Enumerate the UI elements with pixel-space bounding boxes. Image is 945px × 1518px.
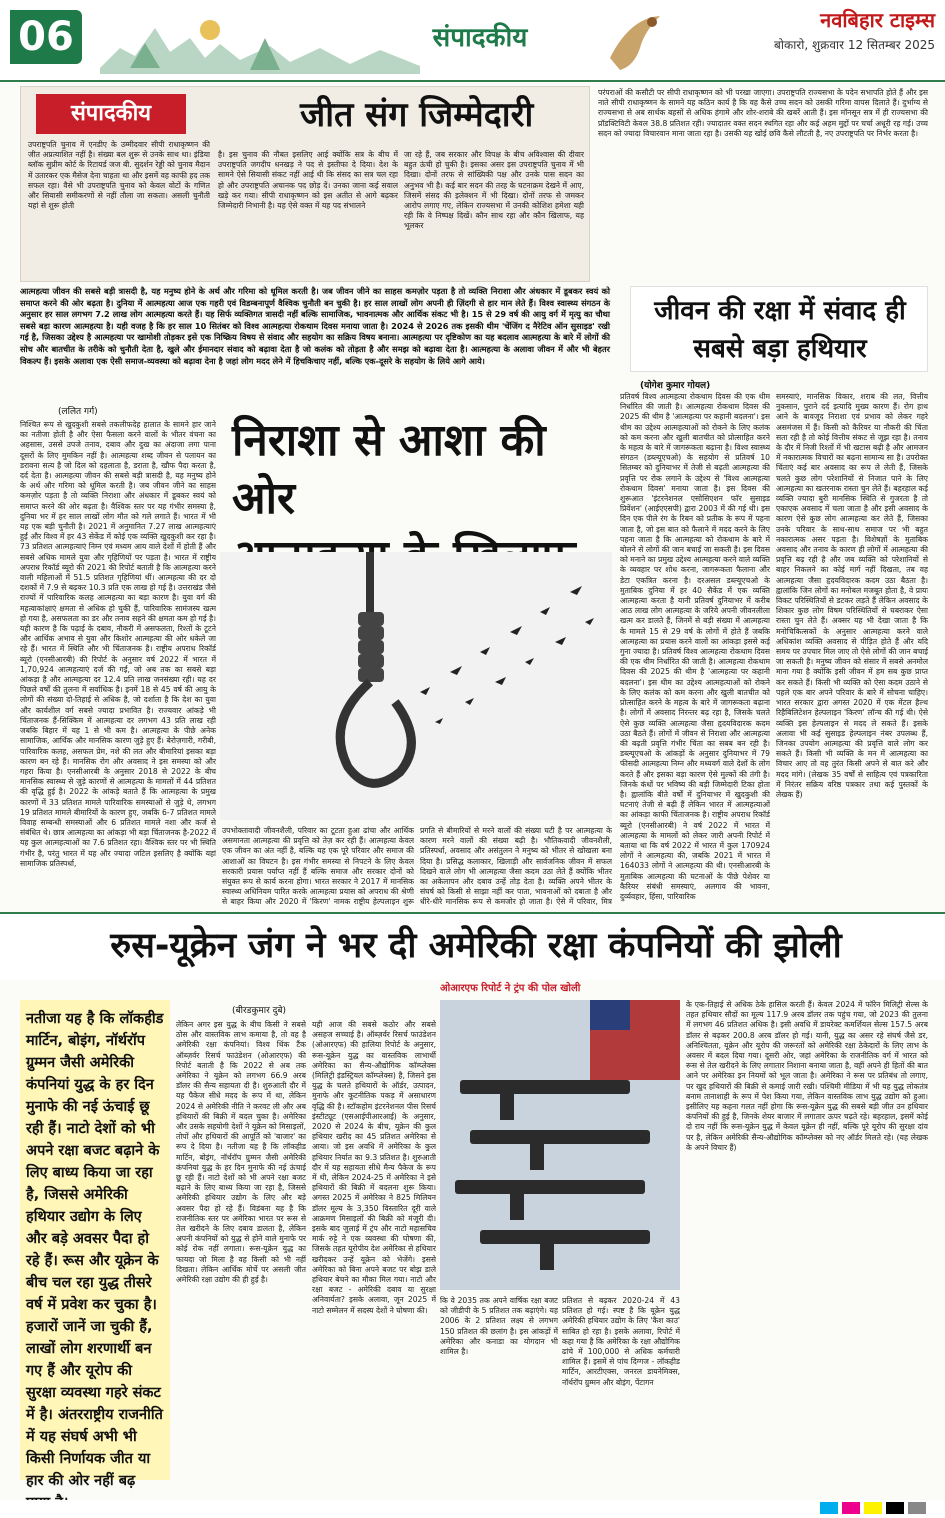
editorial-column-3: जा रहे हैं, जब सरकार और विपक्ष के बीच अविश्वास की दीवार बहुत ऊंची हो चुकी है। इसका असर इस उपराष्ट्रपति चुनाव में भी दिखा। दोनों तरफ से सांख्यिकी पक्ष और उनके पास सदन का अनुभव भी है। कई बार सदन की तरह के घटनाक्रम देखने में आए, जिसमें संसद की इलेक्शन में भी दिखा। दोनों तरफ से जमकर आरोप लगाए गए, लेकिन राज्यसभा में उनकी कोशिश हमेशा यही रही कि वे निष्पक्ष दिखें। कौन साथ रहा और कौन खिलाफ, यह भूलकर xyxy=(404,150,584,231)
story3-column-3b: प्रतिशत से बढ़कर 2020-24 में 43 प्रतिशत हो गई। स्पष्ट है कि यूक्रेन युद्ध अमेरिकी हथियार उद्योग के लिए 'कैश काउ' साबित हो रहा है। इसके अलावा, रिपोर्ट में कहा गया है कि अमेरिका के रक्षा औद्योगिक ढांचे में 100,000 से अधिक कर्मचारी शामिल हैं। इसमें से पांच दिग्गज - लॉकहीड मार्टिन, आरटीएक्स, जनरल डायनेमिक्स, नॉर्थरॉप ग्रुम्मन और बोइंग, पेंटागन xyxy=(562,1296,680,1387)
dateline: बोकारो, शुक्रवार 12 सितम्बर 2025 xyxy=(774,38,935,52)
side-column-2: समस्याएं, मानसिक विकार, शराब की लत, वित्तीय नुकसान, पुराने दर्द इत्यादि मुख्य कारण हैं। रोग हाथ आने के बावजूद निराशा एवं प्रभाव को लेकर गहरे असमंजस में हैं। किसी को कैरियर या नौकरी की चिंता सता रही है तो कोई वित्तीय संकट से जूझ रहा है। तनाव के दौर में निजी रिश्तों में भी खटास बढ़ी है और आमजन में नकारात्मक विचारों का बढ़ना सामान्य सा है। उपरोक्त चिंताएं कई बार अवसाद का रूप ले लेती हैं, जिसके चलते कुछ लोग परेशानियों से निजात पाने के लिए आत्महत्या का खतरनाक रास्ता चुन लेते हैं। बहरहाल कई व्यक्ति ज्यादा बुरी मानसिक स्थिति से गुजरता है तो एकाएक अवसाद में चला जाता है और इसी अवसाद के कारण ऐसे कुछ लोग आत्महत्या कर लेते हैं, जिसका उनके परिवार के साथ-साथ समाज पर भी बहुत नकारात्मक असर पड़ता है। विशेषज्ञों के मुताबिक अवसाद और तनाव के कारण ही लोगों में आत्महत्या की प्रवृत्ति बढ़ रही है और जब व्यक्ति को परेशानियों से बाहर निकलने का कोई मार्ग नहीं दिखता, तब वह आत्महत्या जैसा हृदयविदारक कदम उठा बैठता है। ह्वालांकि जिन लोगों का मनोबल मजबूत होता है, वे प्रायः विकट परिस्थितियों से डटकर लड़ते हैं लेकिन अवसाद के शिकार कुछ लोग विषम परिस्थितियों से घबराकर ऐसा रास्ता चुन लेते हैं। अक्सर यह भी देखा जाता है कि मनोचिकित्सकों के अनुसार आत्महत्या करने वाले अधिकांश व्यक्ति अवसाद से पीड़ित होते हैं और यदि समय पर उपचार मिल जाए तो ऐसे लोगों की जान बचाई जा सकती है। मनुष्य जीवन को संसार में सबसे अनमोल माना गया है क्योंकि इसी जीवन में हम सब कुछ प्राप्त कर सकते हैं। किसी भी व्यक्ति को ऐसा कदम उठाने से पहले एक बार अपने परिवार के बारे में सोचना चाहिए। भारत सरकार द्वारा अगस्त 2020 में एक मेंटल हैल्थ रिहैबिलिटेशन हेल्पलाइन 'किरण' लॉन्च की गई थी। ऐसे व्यक्ति इस हेल्पलाइन से मदद ले सकते हैं। इसके अलावा भी कई सुसाइड हेल्पलाइन नंबर उपलब्ध हैं, जिनका उपयोग आत्महत्या की प्रवृत्ति वाले लोग कर सकते हैं। किसी भी व्यक्ति के मन में आत्महत्या का विचार आए तो वह तुरंत किसी अपने से बात करे और मदद मांगे। (लेखक 35 वर्षों से साहित्य एवं पत्रकारिता में निरंतर सक्रिय वरिष्ठ पत्रकार तथा कई पुस्तकों के लेखक हैं) xyxy=(776,392,928,799)
story3-headline: रुस-यूक्रेन जंग ने भर दी अमेरिकी रक्षा कंपनियों की झोली xyxy=(110,926,842,966)
story2-byline: (ललित गर्ग) xyxy=(58,407,98,417)
side-column-1: प्रतिवर्ष विश्व आत्महत्या रोकथाम दिवस की एक थीम निर्धारित की जाती है। आत्महत्या रोकथाम दिवस की 2025 की थीम है 'आत्महत्या पर कहानी बदलना'। इस थीम का उद्देश्य आत्महत्याओं को रोकने के लिए कलंक को कम करना और खुली बातचीत को प्रोत्साहित करने के महत्व के बारे में जागरूकता बढ़ाना है। विश्व स्वास्थ्य संगठन (डब्ल्यूएचओ) के सहयोग से प्रतिवर्ष 10 सितम्बर को दुनियाभर में तेजी से बढ़ती आत्महत्या की प्रवृत्ति पर रोक लगाने के उद्देश्य से 'विश्व आत्महत्या रोकथाम दिवस' मनाया जाता है। इस दिवस की शुरूआत 'इंटरनेशनल एसोसिएशन फॉर सुसाइड प्रिवेंशन' (आईएएसपी) द्वारा 2003 में की गई थी। इस दिन एक पीले रंग के रिबन को प्रतीक के रूप में पहना जाता है, जो इस बात को फैलाने में मदद करने के लिए पहना जाता है कि आत्महत्या को रोकथाम के बारे में बोलने से लोगों की जान बचाई जा सकती है। इस दिवस को मनाने का प्रमुख उद्देश्य आत्महत्या करने वाले व्यक्ति के व्यवहार पर शोध करना, जागरूकता फैलाना और डेटा एकत्रित करना है। दरअसल डब्ल्यूएचओ के मुताबिक दुनिया में हर 40 सैकेंड में एक व्यक्ति आत्महत्या करता है यानी प्रतिवर्ष दुनियाभर में करीब आठ लाख लोग आत्महत्या के जरिये अपनी जीवनलीला खत्म कर डालते हैं, जिनमें से बड़ी संख्या में आत्महत्या के मामले 15 से 29 वर्ष के लोगों में होते हैं जबकि आत्महत्या का प्रयास करने वालों का आंकड़ा इससे कई गुना ज्यादा है। प्रतिवर्ष विश्व आत्महत्या रोकथाम दिवस की एक थीम निर्धारित की जाती है। आत्महत्या रोकथाम दिवस की 2025 की थीम है 'आत्महत्या पर कहानी बदलना'। इस थीम का उद्देश्य आत्महत्याओं को रोकने के लिए कलंक को कम करना और खुली बातचीत को प्रोत्साहित करने के महत्व के बारे में जागरूकता बढ़ाना है। लोगों में अवसाद निरन्तर बढ़ रहा है, जिसके चलते ऐसे कुछ व्यक्ति आत्महत्या जैसा हृदयविदारक कदम उठा बैठते हैं। लोगों में जीवन से निराशा और आत्महत्या की बढ़ती प्रवृत्ति गंभीर चिंता का सबब बन रही है। डब्ल्यूएचओ के आंकड़ों के अनुसार दुनियाभर में 79 फीसदी आत्महत्या निम्न और मध्यवर्ग वाले देशों के लोग करते हैं और इसका बड़ा कारण ऐसे मुल्कों की तंगी है। जिनके कंधों पर भविष्य की बड़ी जिम्मेदारी टिका होता है। ह्वालांकि बीते वर्षों में दुनियाभर में खुदकुशी की घटनाएं तेजी से बढ़ी हैं लेकिन भारत में आत्महत्याओं का आंकड़ा काफी चिंताजनक है। राष्ट्रीय अपराध रिकॉर्ड ब्यूरो (एनसीआरबी) ने वर्ष 2022 में भारत में आत्महत्या के मामलों को लेकर जारी अपनी रिपोर्ट में बताया था कि वर्ष 2022 में भारत में कुल 170924 लोगों ने आत्महत्या की, जबकि 2021 में भारत में 164033 लोगों ने आत्महत्या की थी। एनसीआरबी के मुताबिक आत्महत्या की घटनाओं के पीछे पेशेवर या कैरियर संबंधी समस्याएं, अलगाव की भावना, दुर्व्यवहार, हिंसा, पारिवारिक xyxy=(620,392,770,901)
editorial-column-2: है। इस चुनाव की नौबत इसलिए आई क्योंकि सत्र के बीच में उपराष्ट्रपति जगदीप धनखड़ ने पद से इस्तीफा दे दिया। देश के सामने ऐसे सियासी संकट नहीं आई थी कि संसद का सत्र चल रहा हो और उपराष्ट्रपति अचानक पद छोड़ दें। उनका जाना कई सवाल खड़े कर गया। सीपी राधाकृष्णन को इस अतीत से आगे बढ़कर जिम्मेदारी निभानी है। यह ऐसे वक्त में यह पद संभालने xyxy=(218,150,398,211)
story2-headline xyxy=(232,412,612,552)
page-footer xyxy=(0,1500,945,1518)
story2-column-mid1: उपभोक्तावादी जीवनशैली, परिवार का टूटता हुआ ढांचा और आर्थिक असमानता आत्महत्या की प्रवृत्ति को तेज़ कर रही हैं। आत्महत्या केवल एक जीवन का अंत नहीं है, बल्कि यह एक पूरे परिवार और समाज की आशाओं का विघटन है। इस गंभीर समस्या से निपटने के लिए केवल सरकारी प्रयास पर्याप्त नहीं हैं बल्कि समाज और सरकार दोनों को संयुक्त रूप से कार्य करना होगा। भारत सरकार ने 2017 में मानसिक स्वास्थ्य अधिनियम पारित करके आत्महत्या प्रयास को अपराध की श्रेणी से बाहर किया और 2020 में 'किरण' नामक राष्ट्रीय हेल्पलाइन शुरू xyxy=(222,826,414,906)
story3-byline: (बीरडकुमार दुबे) xyxy=(232,1006,287,1016)
weapons-photo xyxy=(440,1000,680,1290)
story2-intro: आत्महत्या जीवन की सबसे बड़ी त्रासदी है, यह मनुष्य होने के अर्थ और गरिमा को धूमिल करती है। जब जीवन जीने का साहस कमज़ोर पड़ता है तो व्यक्ति निराशा और अंधकार में डूबकर स्वयं को समाप्त करने की ओर बढ़ता है। दुनिया में आत्महत्या आज एक गहरी एवं विडम्बनापूर्ण वैश्विक चुनौती बन चुकी है। हर साल लाखों लोग अपनी ही ज़िंदगी से हार मान लेते हैं। विश्व स्वास्थ्य संगठन के अनुसार हर साल लगभग 7.2 लाख लोग आत्महत्या करते हैं। यह सिर्फ व्यक्तिगत त्रासदी नहीं बल्कि सामाजिक, भावनात्मक और आर्थिक संकट भी है। 15 से 29 वर्ष की आयु वर्ग में मृत्यु का चौथा सबसे बड़ा कारण आत्महत्या है। यही वजह है कि हर साल 10 सितंबर को विश्व आत्महत्या रोकथाम दिवस मनाया जाता है। 2024 से 2026 तक इसकी थीम 'चेंजिंग द नैरेटिव ऑन सुसाइड' रखी गई है, जिसका उद्देश्य है आत्महत्या पर खामोशी तोड़कर इसे एक निष्क्रिय विषय से संवाद और सहयोग का सक्रिय विषय बनाना। आत्महत्या पर दृष्टिकोण का यह बदलाव आत्महत्या के बारे में लोगों की सोच और बातचीत के तरीके को चुनौती देता है, खुले और ईमानदार संवाद को बढ़ावा देता है जो कलंक को तोड़ता है और समझ को बढ़ावा देता है। आत्महत्या के अलावा जीवन में और भी बेहतर विकल्प हैं। इसके अलावा एक ऐसी समाज-व्यवस्था को बढ़ावा देना है जहां लोग मदद लेने में हिचकिचाए नहीं, बल्कि एक-दूसरे के सहयोग के लिये आगे आये। xyxy=(20,286,610,366)
story3-column-4: के एक-तिहाई से अधिक ठेके हासिल करती हैं। केवल 2024 में फॉरेन मिलिट्री सेल्स के तहत हथियार सौदों का मूल्य 117.9 अरब डॉलर तक पहुंच गया, जो 2023 की तुलना में लगभग 46 प्रतिशत अधिक है। इसी अवधि में डायरेक्ट कमर्शियल सेल्स 157.5 अरब डॉलर से बढ़कर 200.8 अरब डॉलर हो गई। यानी, युद्ध का असर रहे संघर्ष जैसे डर, अनिश्चितता, यूक्रेन और यूरोप की जरूरतों को अमेरिकी रक्षा ठेकेदारों के लिए लाभ के अवसर में बदल दिया गया। दूसरी ओर, जहां अमेरिका के राजनीतिक वर्ग में भारत को रूस से तेल खरीदने के लिए लगातार निशाना बनाया जाता है, वहीं अपने ही हितों की बात आने पर अमेरिका इन नियमों को भूल जाता है। अमेरिका ने रूस पर प्रतिबंध तो लगाए, पर खुद हथियारों की बिक्री से कमाई जारी रखी। पश्चिमी मीडिया में भी यह युद्ध लोकतंत्र बनाम तानाशाही के रूप में पेश किया गया, लेकिन वास्तविक लाभ युद्ध उद्योग को हुआ। इसीलिए यह कहना गलत नहीं होगा कि रूस-यूक्रेन युद्ध की सबसे बड़ी जीत उन हथियार कंपनियों की हुई है, जिनके शेयर बाजार में लगातार ऊपर चढ़ते रहे। बहरहाल, इसमें कोई दो राय नहीं कि रूस-यूक्रेन युद्ध में केवल यूक्रेन ही नहीं, बल्कि पूरे यूरोप की सुरक्षा दांव पर है, लेकिन अमेरिकी सैन्य-औद्योगिक कॉम्प्लेक्स को नए ऑर्डर मिलते रहे। (यह लेखक के अपने विचार हैं) xyxy=(686,1000,928,1152)
story2-column-mid2: प्रगति से बीमारियों से मरने वालों की संख्या घटी है पर आत्महत्या के कारण मरने वालों की संख्या बढ़ी है। भौतिकवादी जीवनशैली, प्रतिस्पर्धा, अवसाद और असंतुलन ने मनुष्य को भीतर से खोखला बना दिया है। प्रसिद्ध कलाकार, खिलाड़ी और सार्वजनिक जीवन में सफल दिखने वाले लोग भी आत्महत्या जैसा कदम उठा लेते हैं क्योंकि भीतर का अकेलापन और दबाव उन्हें तोड़ देता है। व्यक्ति अपने भीतर के संघर्ष को किसी से साझा नहीं कर पाता, भावनाओं को दबाता है और धीरे-धीरे मानसिक रूप से कमजोर हो जाता है। ऐसे में परिवार, मित्र xyxy=(420,826,612,906)
paper-name: नवबिहार टाइम्स xyxy=(820,8,935,32)
editorial-column-1: उपराष्ट्रपति चुनाव में एनडीए के उम्मीदवार सीपी राधाकृष्णन की जीत अप्रत्याशित नहीं है। संख्या बल शुरू से उनके साथ था। इंडिया ब्लॉक सुप्रीम कोर्ट के रिटायर्ड जज बी. सुदर्शन रेड्डी को चुनाव मैदान में उतारकर एक मैसेज देना चाहता था और इसमें वह काफी हद तक सफल रहा। वैसे भी उपराष्ट्रपति चुनाव को केवल वोटों के गणित और सियासी समीकरणों से नहीं तौला जा सकता। असली चुनौती यहां से शुरू होती xyxy=(28,140,210,211)
story3-kicker: ओआरएफ रिपोर्ट ने ट्रंप की पोल खोली xyxy=(440,983,581,994)
page-number: 06 xyxy=(10,10,82,64)
pull-quote: नतीजा यह है कि लॉकहीड मार्टिन, बोइंग, नॉर्थरॉप ग्रुम्मन जैसी अमेरिकी कंपनियां युद्ध के हर दिन मुनाफे की नई ऊंचाई छू रही हैं। नाटो देशों को भी अपने रक्षा बजट बढ़ाने के लिए बाध्य किया जा रहा है, जिससे अमेरिकी हथियार उद्योग के लिए और बड़े अवसर पैदा हो रहे हैं। रूस और यूक्रेन के बीच चल रहा युद्ध तीसरे वर्ष में प्रवेश कर चुका है। हजारों जानें जा चुकी हैं, लाखों लोग शरणार्थी बन गए हैं और यूरोप की सुरक्षा व्यवस्था गहरे संकट में है। अंतरराष्ट्रीय राजनीति में यह संघर्ष अभी भी किसी निर्णायक जीत या हार की ओर नहीं बढ़ xyxy=(20,1000,170,1480)
story3-column-2: यही आज की सबसे कठोर और सबसे असहज सच्चाई है। ऑब्ज़र्वर रिसर्च फाउंडेशन (ओआरएफ) की हालिया रिपोर्ट के अनुसार, रूस-यूक्रेन युद्ध का वास्तविक लाभार्थी अमेरिका का सैन्य-औद्योगिक कॉम्प्लेक्स (मिलिट्री इंडस्ट्रियल कॉम्प्लेक्स) है, जिसने इस युद्ध के चलते हथियारों के ऑर्डर, उत्पादन, मुनाफे और कूटनीतिक पकड़ में असाधारण वृद्धि की है। स्टॉकहोम इंटरनेशनल पीस रिसर्च इंस्टीट्यूट (एसआईपीआरआई) के अनुसार, 2020 से 2024 के बीच, यूक्रेन की कुल हथियार खरीद का 45 प्रतिशत अमेरिका से आया। जो इस अवधि में अमेरिका के कुल हथियार निर्यात का 9.3 प्रतिशत है। शुरुआती दौर में यह सहायता सीधे मैन्य पैकेज के रूप में थी, लेकिन 2024-25 में अमेरिका ने इसे हथियारों की बिक्री में बदलना शुरू किया। अगस्त 2025 में अमेरिका ने 825 मिलियन डॉलर मूल्य के 3,350 विस्तारित दूरी वाले आक्रमण मिसाइलों की बिक्री को मंजूरी दी। इसके बाद जुलाई में ट्रंप और नाटो महासचिव मार्क रुट्टे ने एक व्यवस्था की घोषणा की, जिसके तहत यूरोपीय देश अमेरिका से हथियार खरीदकर उन्हें यूक्रेन को भेजेंगे। इससे अमेरिका को बिना अपने बजट पर बोझ डाले हथियार बेचने का मौका मिल गया। नाटो और रक्षा बजट - अमेरिकी दबाव या सुरक्षा अनिवार्यता? इसके अलावा, जून 2025 में नाटो सम्मेलन में सदस्य देशों ने घोषणा की। xyxy=(312,1020,436,1315)
story2-headline-line1: निराशा से आशा की ओर xyxy=(232,415,546,524)
masthead-figure-icon xyxy=(600,8,670,76)
noose-birds-image xyxy=(220,552,612,820)
editorial-headline: जीत संग जिम्मेदारी xyxy=(300,95,534,135)
story3-column-3a: कि वे 2035 तक अपने वार्षिक रक्षा बजट को जीडीपी के 5 प्रतिशत तक बढ़ाएंगे। यह 2006 के 2 प्रतिशत लक्ष्य से लगभग 150 प्रतिशत की छलांग है। इस आंकड़ों में अमेरिका और कनाडा का योगदान भी शामिल है। xyxy=(440,1296,558,1357)
side-byline: (योगेश कुमार गोयल) xyxy=(640,381,711,391)
editorial-right-column: परंपराओं की कसौटी पर सीपी राधाकृष्णन को भी परखा जाएगा। उपराष्ट्रपति राज्यसभा के पदेन सभापति होते हैं और इस नाते सीपी राधाकृष्णन के सामने यह कठिन कार्य है कि वह कैसे उच्च सदन को उसकी गरिमा वापस दिलाते हैं। दुर्भाग्य से राज्यसभा से अब सार्थक बहसों से अधिक हंगामे और शोर-शराबे की खबरें आती हैं। इस मॉनसून सत्र में ही राज्यसभा की प्रॉडक्टिविटी केवल 38.8 प्रतिशत रही। ज्यादातर वक्त सदन स्थगित रहा और कई अहम मुद्दों पर चर्चा अधूरी रह गई। उच्च सदन को ज्यादा विचारवान माना जाता रहा है। उसकी यह खोई छवि कैसे लौटती है, नए उपराष्ट्रपति पर निर्भर करता है। xyxy=(598,88,928,138)
side-headline: जीवन की रक्षा में संवाद ही सबसे बड़ा हथियार xyxy=(654,296,906,364)
story2-column-left: निश्चित रूप से खुदकुशी सबसे तकलीफदेह हालात के सामने हार जाने का नतीजा होती है और ऐसा फैसला करने वालों के भीतर वंचना का अहसास, उससे उपजे तनाव, दबाव और दुख का अंदाजा लगा पाना दूसरों के लिए मुमकिन नहीं है। आत्महत्या शब्द जीवन से पलायन का डरावना सत्य है जो दिल को दहलाता है, डराता है, खौफ पैदा करता है, दर्द देता है। आत्महत्या जीवन की सबसे बड़ी त्रासदी है, यह मनुष्य होने के अर्थ और गरिमा को धूमिल करती है। जब जीवन जीने का साहस कमज़ोर पड़ता है तो व्यक्ति निराशा और अंधकार में डूबकर स्वयं को समाप्त करने की ओर बढ़ता है। वैश्विक स्तर पर यह गंभीर समस्या है, दुनिया भर में हर साल लाखों लोग मौत को गले लगाते हैं। भारत में भी यह एक बड़ी चुनौती है। 2021 में अनुमानित 7.27 लाख आत्महत्याएं हुईं और विश्व में हर 43 सेकेंड में कोई एक व्यक्ति खुदकुशी कर रहा है। 73 प्रतिशत आत्महत्याएं निम्न एवं मध्यम आय वाले देशों में होती हैं और सबसे अधिक मामले युवा और गृहिणियों पर पड़ता है। भारत में राष्ट्रीय अपराध रिकॉर्ड ब्यूरो की 2021 की रिपोर्ट बताती है कि आत्महत्या करने वाली महिलाओं में 51.5 प्रतिशत गृहिणियां थीं। आत्महत्या की दर दो दशकों में 7.9 से बढ़कर 10.3 प्रति एक लाख हो गई है। उत्तराखंड जैसे राज्यों में पारिवारिक कलह आत्महत्या का बड़ा कारण है। युवा वर्ग की महत्वाकांक्षाएं क्षमता से अधिक हो चुकी हैं, पारिवारिक सामंजस्य खत्म हो गया है, असफलता का डर और तनाव सहने की क्षमता कम हो गई है। यही कारण है कि पढ़ाई के दबाव, नौकरी में असफलता, रिश्तों के टूटने और आर्थिक अभाव से युवा और किशोर आत्महत्या की ओर धकेले जा रहे हैं। भारत में स्थिति और भी चिंताजनक है। राष्ट्रीय अपराध रिकॉर्ड ब्यूरो (एनसीआरबी) की रिपोर्ट के अनुसार वर्ष 2022 में भारत में 1,70,924 आत्महत्याएं दर्ज की गईं, जो अब तक का सबसे बड़ा आंकड़ा है और आत्महत्या दर 12.4 प्रति लाख जनसंख्या रही। यह दर पिछले वर्षों की तुलना में सर्वाधिक है। इनमें 18 से 45 वर्ष की आयु के लोगों की संख्या दो-तिहाई से अधिक है, जो दर्शाता है कि देश का युवा और कार्यशील वर्ग सबसे ज्यादा प्रभावित है। राज्यवार आंकड़े भी चिंताजनक हैं-सिक्किम में आत्महत्या दर लगभग 43 प्रति लाख रही जबकि बिहार में यह 1 से भी कम है। आत्महत्या के पीछे अनेक सामाजिक, आर्थिक और मानसिक कारण जुड़े हुए हैं। बेरोज़गारी, गरीबी, पारिवारिक कलह, असफल प्रेम, नशे की लत और बीमारियां इसका बड़ा कारण बन रहे हैं। मानसिक रोग और अवसाद ने इस समस्या को और गहरा किया है। एनसीआरबी के अनुसार 2018 से 2022 के बीच मानसिक स्वास्थ्य से जुड़े कारणों से आत्महत्या के मामलों में 44 प्रतिशत की वृद्धि हुई है। 2022 के आंकड़े बताते हैं कि आत्महत्या के प्रमुख कारणों में 33 प्रतिशत मामले पारिवारिक समस्याओं से जुड़े थे, लगभग 19 प्रतिशत मामले बीमारियों के कारण हुए, जबकि 6-7 प्रतिशत मामले विवाह सम्बन्धी समस्याओं और 6 प्रतिशत मामले नशा और कर्ज से संबंधित थे। छात्र आत्महत्या का आंकड़ा भी बड़ा चिंताजनक है-2022 में यह कुल आत्महत्याओं का 7.6 प्रतिशत रहा। वैश्विक स्तर पर भी स्थिति गंभीर है, परंतु भारत में यह और ज्यादा जटिल इसलिए है क्योंकि यहां सामाजिक प्रतिस्पर्धा, xyxy=(20,420,216,868)
story3-column-1: लेकिन अगर इस युद्ध के बीच किसी ने सबसे ठोस और वास्तविक लाभ कमाया है, तो वह है अमेरिकी रक्षा कंपनियां। विश्व थिंक टैंक ऑब्ज़र्वर रिसर्च फाउंडेशन (ओआरएफ) की रिपोर्ट बताती है कि 2022 से अब तक अमेरिका ने यूक्रेन को लगभग 66.9 अरब डॉलर की सैन्य सहायता दी है। शुरुआती दौर में यह पैकेज सीधे मदद के रूप में था, लेकिन 2024 से अमेरिकी नीति ने करवट ली और अब हथियारों की बिक्री में बदल चुका है। अमेरिका और उसके सहयोगी देशों ने यूक्रेन को मिसाइलों, तोपों और हथियारों की आपूर्ति को 'बाजार' का रूप दे दिया है। नतीजा यह है कि लॉकहीड मार्टिन, बोइंग, नॉर्थरॉप ग्रुम्मन जैसी अमेरिकी कंपनियां युद्ध के हर दिन मुनाफे की नई ऊंचाई छू रही हैं। नाटो देशों को भी अपने रक्षा बजट बढ़ाने के लिए बाध्य किया जा रहा है, जिससे अमेरिकी हथियार उद्योग के लिए और बड़े अवसर पैदा हो रहे हैं। विडंबना यह है कि राजनीतिक स्तर पर अमेरिका भारत पर रूस से तेल खरीदने के लिए दबाव डालता है, लेकिन अपनी कंपनियों को युद्ध से होने वाले मुनाफे पर कोई रोक नहीं लगाता। रूस-यूक्रेन युद्ध का फायदा जो मिला है वह किसी को भी नहीं दिखता। लेकिन आर्थिक मोर्चे पर असली जीत अमेरिकी रक्षा उद्योग की ही हुई है। xyxy=(176,1020,306,1285)
editorial-label: संपादकीय xyxy=(36,94,186,134)
section-title: संपादकीय xyxy=(432,23,528,53)
color-registration-marks xyxy=(820,1502,930,1514)
